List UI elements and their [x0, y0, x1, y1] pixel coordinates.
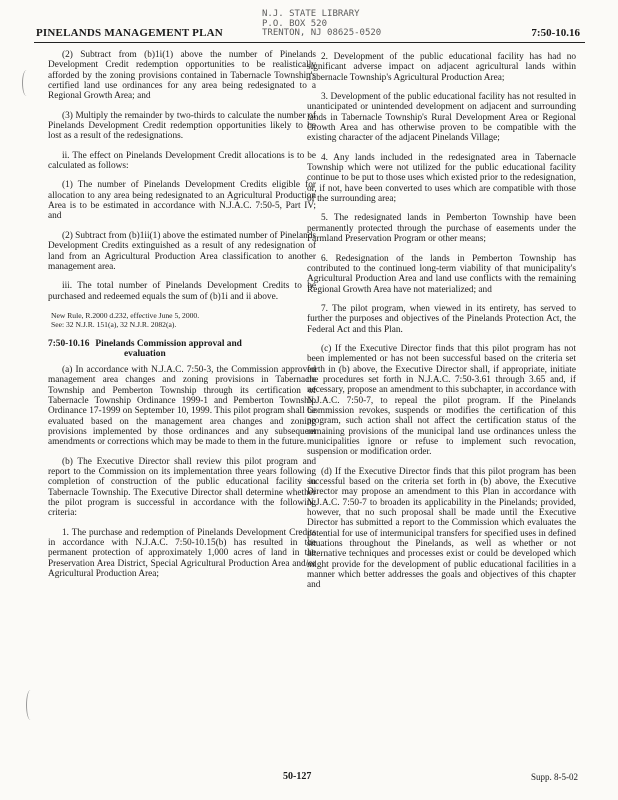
paragraph: 7. The pilot program, when viewed in its entirety, has served to further the purposes and objectives of the Pinelands Protection Act, the Federal Act and this Plan. — [307, 303, 576, 335]
paragraph: (d) If the Executive Director finds that this pilot program has been successful based on the criteria set forth in (b) above, the Executive Director may propose an amendment to this Plan in accordance with N.J.A.C. 7:50-7 to broaden its applicability in the Pinelands; provided, however, that no such proposal shall be made until the Executive Director has submitted a report to the Commission which evaluates the potential for use of intermunicipal transfers for specified uses in defined situations throughout the Pinelands, as well as whether or not alternative techniques and processes exist or could be developed which might provide for the development of public educational facilities in a manner which better addresses the goals and objectives of this chapter and — [307, 466, 576, 591]
source-line: New Rule, R.2000 d.232, effective June 5, 2000. — [51, 310, 200, 320]
section-heading — [48, 339, 316, 360]
left-column — [48, 50, 316, 588]
header-rule — [34, 42, 585, 43]
supplement-date: Supp. 8-5-02 — [531, 772, 578, 782]
paragraph: (c) If the Executive Director finds that this pilot program has not been implemented or has not been successful based on the criteria set forth in (b) above, the Executive Director shall, if appropriate, initiate the procedures set forth in N.J.A.C. 7:50-3.61 through 3.65 and, if necessary, propose an amendment to this subchapter, in accordance with N.J.A.C. 7:50-7, to repeal the pilot program. If the Pinelands Commission revokes, suspends or modifies the certification of this program, such action shall not affect the certification status of the remaining provisions of the municipal land use ordinances unless the municipalities ignore or refuse to implement such revocation, suspension or modification order. — [307, 343, 576, 458]
paragraph: (2) Subtract from (b)1ii(1) above the estimated number of Pinelands Development Credits extinguished as a result of any redesignation of land from an Agricultural Production Area classification to another management area. — [48, 230, 316, 272]
paragraph: (3) Multiply the remainder by two-thirds to calculate the number of Pinelands Development Credit redemption opportunities likely to be lost as a result of the redesignations. — [48, 110, 316, 142]
paragraph: 5. The redesignated lands in Pemberton Township have been permanently protected through the purchase of easements under the Farmland Preservation Program or other means; — [307, 213, 576, 245]
paragraph: 1. The purchase and redemption of Pinelands Development Credits in accordance with N.J.A.C. 7:50-10.15(b) has resulted in the permanent protection of approximately 1,000 acres of land in the Preservation Area District, Special Agricultural Production Area and/or Agricultural Production Area; — [48, 527, 316, 580]
paragraph: 6. Redesignation of the lands in Pemberton Township has contributed to the continued long-term viability of that municipality's Agricultural Production Area and land use conflicts with the remaining Regional Growth Area have not materialized; and — [307, 253, 576, 295]
running-header-title: PINELANDS MANAGEMENT PLAN — [36, 27, 223, 39]
paragraph: (1) The number of Pinelands Development Credits eligible for allocation to any area being redesignated to an Agricultural Production Area is to be estimated in accordance with N.J.A.C. 7:50-5, Part IV; and — [48, 180, 316, 222]
margin-mark — [26, 690, 35, 720]
margin-mark — [22, 70, 31, 96]
paragraph: 3. Development of the public educational facility has not resulted in unanticipated or unintended development on adjacent and surrounding lands in Tabernacle Township's Rural Development Area or Regional Growth Area and has otherwise proven to be compatible with the existing character of the adjacent Pinelands Village; — [307, 92, 576, 144]
source-note — [48, 311, 316, 329]
source-line: See: 32 N.J.R. 151(a), 32 N.J.R. 2082(a). — [51, 319, 177, 329]
right-column — [307, 52, 576, 600]
paragraph: ii. The effect on Pinelands Development Credit allocations is to be calculated as follows: — [48, 150, 316, 172]
stamp-line: TRENTON, NJ 08625-0520 — [262, 28, 382, 38]
section-title-cont: evaluation — [124, 349, 166, 360]
stamp-line: P.O. BOX 520 — [262, 18, 328, 29]
paragraph: (2) Subtract from (b)1i(1) above the number of Pinelands Development Credit redemption opportunities to be realistically afforded by the zoning provisions contained in Tabernacle Township's certified land use ordinances for any area being redesignated to a Regional Growth Area; and — [48, 50, 316, 102]
page-number: 50-127 — [283, 771, 312, 782]
stamp-line: N.J. STATE LIBRARY — [262, 9, 360, 19]
paragraph: iii. The total number of Pinelands Development Credits to be purchased and redeemed equals the sum of (b)1i and ii above. — [48, 281, 316, 302]
paragraph: (b) The Executive Director shall review this pilot program and report to the Commission on its implementation three years following completion of construction of the public educational facility in Tabernacle Township. The Executive Director shall determine whether the pilot program is successful in accordance with the following criteria: — [48, 456, 316, 519]
running-header-section: 7:50-10.16 — [531, 27, 580, 39]
library-stamp — [262, 10, 381, 39]
section-title: Pinelands Commission approval and — [95, 338, 242, 349]
paragraph: (a) In accordance with N.J.A.C. 7:50-3, the Commission approved management area changes and zoning provisions in Tabernacle Township and Pemberton Township through its certification of Tabernacle Township Ordinance 1999-1 and Pemberton Township Ordinance 17-1999 on September 10, 1999. This pilot program shall be evaluated based on the management area changes and zoning provisions implemented by those ordinances and any subsequent amendments or corrections which may be made to them in the future. — [48, 364, 316, 448]
section-number: 7:50-10.16 — [48, 338, 90, 349]
paragraph: 2. Development of the public educational facility has had no significant adverse impact on adjacent agricultural lands within Tabernacle Township's Agricultural Production Area; — [307, 52, 576, 83]
paragraph: 4. Any lands included in the redesignated area in Tabernacle Township which were not utilized for the public educational facility continue to be put to those uses which existed prior to the redesignation, or, if not, have been converted to uses which are compatible with those of the surrounding area; — [307, 152, 576, 205]
